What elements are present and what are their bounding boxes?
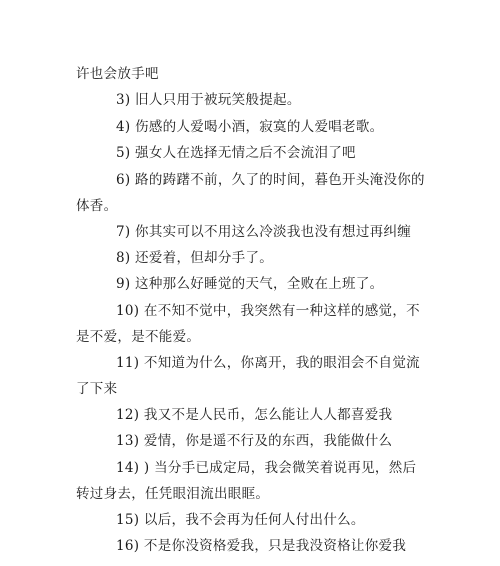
text-line-9: 9) 这种那么好睡觉的天气，全败在上班了。 — [116, 276, 384, 292]
text-line-3: 4) 伤感的人爱喝小酒，寂寞的人爱唱老歌。 — [116, 119, 384, 135]
text-line-17: 转过身去，任凭眼泪流出眼眶。 — [76, 486, 270, 502]
text-line-18: 15) 以后，我不会再为任何人付出什么。 — [116, 512, 365, 528]
text-line-11: 是不爱，是不能爱。 — [76, 329, 201, 345]
text-line-19: 16) 不是你没资格爱我，只是我没资格让你爱我 — [116, 538, 407, 554]
text-line-4: 5) 强女人在选择无情之后不会流泪了吧 — [116, 145, 356, 161]
text-line-14: 12) 我又不是人民币，怎么能让人人都喜爱我 — [116, 407, 393, 423]
text-line-12: 11) 不知道为什么，你离开，我的眼泪会不自觉流 — [116, 355, 420, 371]
text-line-13: 了下来 — [76, 381, 118, 397]
text-line-8: 8) 还爱着，但却分手了。 — [116, 250, 274, 266]
text-line-16: 14) ) 当分手已成定局，我会微笑着说再见，然后 — [116, 460, 417, 476]
text-line-7: 7) 你其实可以不用这么冷淡我也没有想过再纠缠 — [116, 224, 412, 240]
text-line-10: 10) 在不知不觉中，我突然有一种这样的感觉，不 — [116, 303, 420, 319]
text-line-6: 体香。 — [76, 198, 118, 214]
text-line-2: 3) 旧人只用于被玩笑般提起。 — [116, 92, 301, 108]
text-line-1: 许也会放手吧 — [76, 66, 159, 82]
text-line-15: 13) 爱情，你是遥不行及的东西，我能做什么 — [116, 433, 393, 449]
text-line-5: 6) 路的踌躇不前，久了的时间，暮色开头淹没你的 — [116, 172, 425, 188]
